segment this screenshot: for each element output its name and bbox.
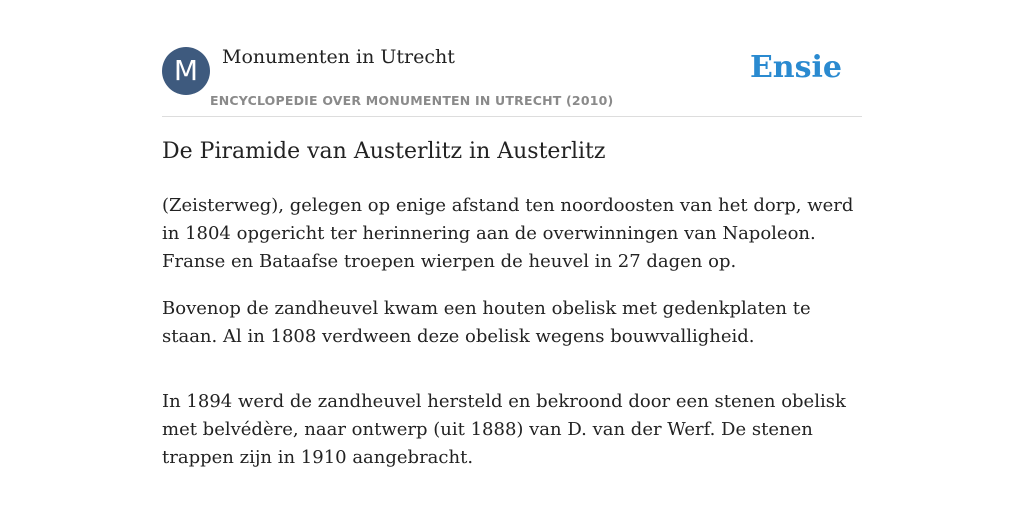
source-header: [162, 0, 862, 117]
source-subtitle: ENCYCLOPEDIE OVER MONUMENTEN IN UTRECHT (2010): [210, 93, 614, 108]
paragraph: (Zeisterweg), gelegen op enige afstand ten noordoosten van het dorp, werd in 1804 opgericht ter herinnering aan de overwinningen van Napoleon. Franse en Bataafse troepen wierpen de heuvel in 27 dagen op.: [162, 195, 854, 272]
entry-title: De Piramide van Austerlitz in Austerlitz: [162, 139, 606, 164]
source-title-link[interactable]: Monumenten in Utrecht: [222, 46, 455, 68]
page: [162, 0, 862, 468]
entry-body: [162, 192, 862, 491]
brand-logo[interactable]: Ensie: [749, 50, 842, 85]
paragraph: In 1894 werd de zandheuvel hersteld en bekroond door een stenen obelisk met belvédère, naar ontwerp (uit 1888) van D. van der Werf. De stenen trappen zijn in 1910 aangebracht.: [162, 391, 846, 468]
avatar[interactable]: M: [162, 47, 210, 95]
paragraph: Bovenop de zandheuvel kwam een houten obelisk met gedenkplaten te staan. Al in 1808 verdween deze obelisk wegens bouwvalligheid.: [162, 298, 811, 347]
